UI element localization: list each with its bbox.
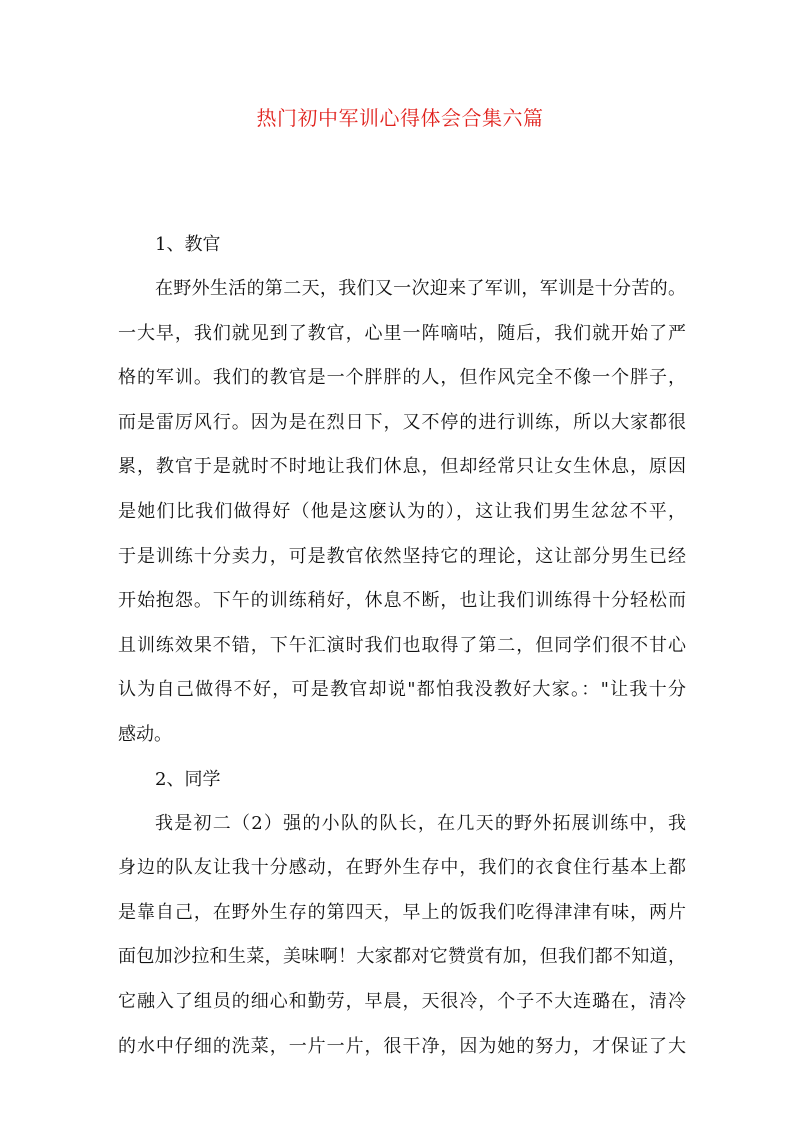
section-paragraph-classmates [118,802,686,1070]
section-paragraph-instructor [118,267,686,758]
paragraph-line: 面包加沙拉和生菜，美味啊！大家都对它赞赏有加，但我们都不知道， [118,946,686,968]
paragraph-line: 而是雷厉风行。因为是在烈日下，又不停的进行训练，所以大家都很 [118,411,686,433]
paragraph-line: 身边的队友让我十分感动，在野外生存中，我们的衣食住行基本上都 [118,857,686,879]
section-heading-instructor: 1、教官 [155,234,221,255]
paragraph-line: 我是初二（2）强的小队的队长，在几天的野外拓展训练中，我 [155,812,686,834]
paragraph-line: 开始抱怨。下午的训练稍好，休息不断，也让我们训练得十分轻松而 [118,590,686,612]
paragraph-line: 感动。 [118,723,172,745]
paragraph-line: 格的军训。我们的教官是一个胖胖的人，但作风完全不像一个胖子， [118,367,686,389]
paragraph-line: 是靠自己，在野外生存的第四天，早上的饭我们吃得津津有味，两片 [118,901,686,923]
paragraph-line: 的水中仔细的洗菜，一片一片，很干净，因为她的努力，才保证了大 [118,1035,686,1057]
paragraph-line: 是她们比我们做得好（他是这麽认为的），这让我们男生忿忿不平， [118,500,686,522]
section-heading-classmates: 2、同学 [155,768,221,790]
paragraph-line: 累，教官于是就时不时地让我们休息，但却经常只让女生休息，原因 [118,456,686,478]
paragraph-line: 且训练效果不错，下午汇演时我们也取得了第二，但同学们很不甘心 [118,634,686,656]
paragraph-line: 于是训练十分卖力，可是教官依然坚持它的理论，这让部分男生已经 [118,545,686,567]
document-body [118,223,686,1069]
paragraph-line: 认为自己做得不好，可是教官却说"都怕我没教好大家。："让我十分 [118,679,686,701]
paragraph-line: 在野外生活的第二天，我们又一次迎来了军训，军训是十分苦的。 [155,278,686,299]
document-title: 热门初中军训心得体会合集六篇 [256,106,544,130]
paragraph-line: 一大早，我们就见到了教官，心里一阵嘀咕，随后，我们就开始了严 [118,322,686,344]
paragraph-line: 它融入了组员的细心和勤劳，早晨，天很冷，个子不大连璐在，清冷 [118,990,686,1012]
